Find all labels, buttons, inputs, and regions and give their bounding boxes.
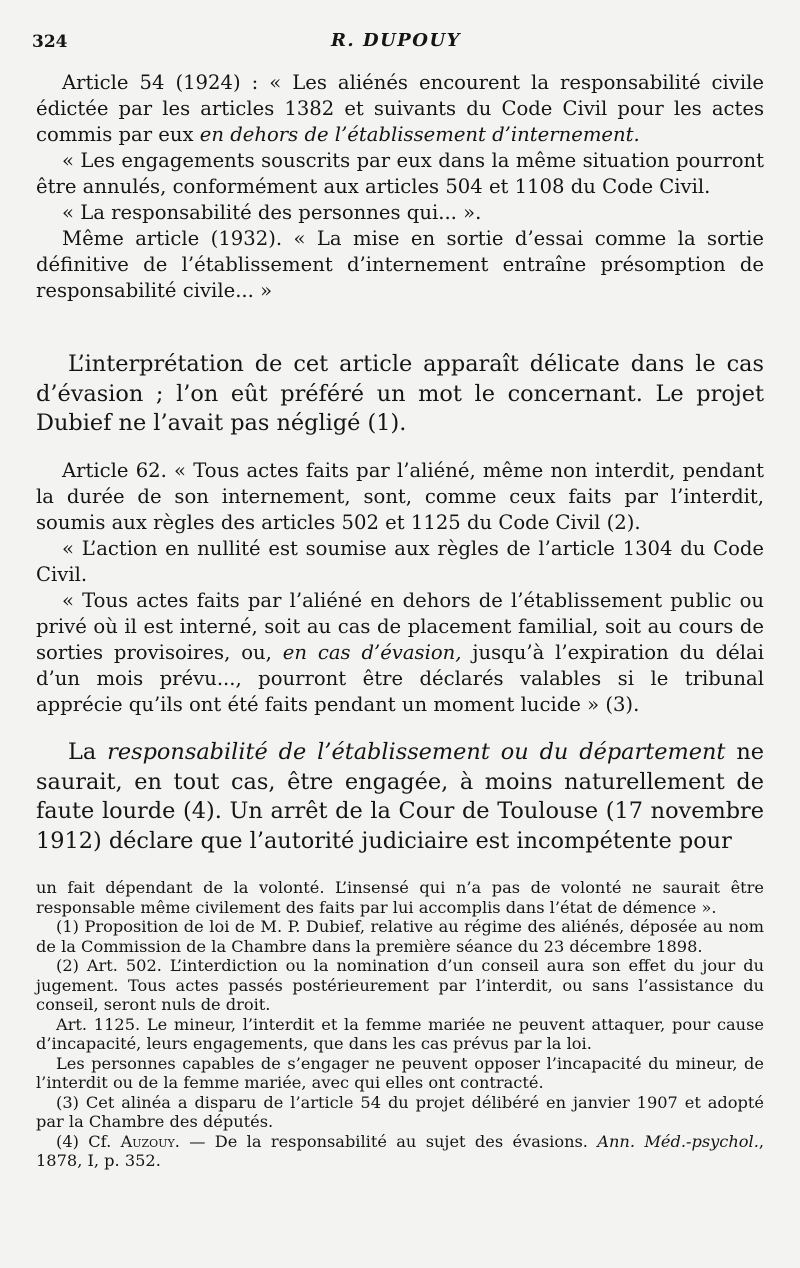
paragraph: Même article (1932). « La mise en sortie d’essai comme la sortie définitive de l’établissement d’internement entraîne présomption de responsabilité civile... »: [36, 227, 764, 302]
italic-text: responsabilité de l’établissement ou du département: [107, 739, 726, 765]
page-header: [32, 26, 760, 56]
running-head: R. DUPOUY: [330, 30, 462, 51]
footnote-2-art-1125: Art. 1125. Le mineur, l’interdit et la femme mariée ne peuvent attaquer, pour cause d’incapacité, leurs engagements, que dans les cas prévus par la loi.: [36, 1014, 764, 1053]
quoted-article-54: [36, 70, 764, 304]
paragraph: « La responsabilité des personnes qui... ».: [62, 201, 482, 224]
text: (4) Cf.: [56, 1131, 121, 1151]
text: jusqu’à l’expiration du délai d’un mois prévu..., pourront être déclarés valables si le tribunal apprécie qu’ils ont été faits pendant un moment lucide » (3).: [36, 641, 764, 716]
footnote-continuation: un fait dépendant de la volonté. L’insensé qui n’a pas de volonté ne saurait être responsable même civilement des faits par lui accomplis dans l’état de démence ».: [36, 878, 764, 917]
italic-text: en cas d’évasion,: [282, 641, 462, 664]
author-name: Auzouy: [120, 1131, 175, 1151]
text: ne saurait, en tout cas, être engagée, à moins naturellement de faute lourde (4). Un arrêt de la Cour de Toulouse (17 novembre 1912) déclare que l’autorité judiciaire est incompétente pour: [36, 739, 764, 854]
italic-text: Ann. Méd.-psychol.: [597, 1131, 759, 1151]
main-text-responsibility: [36, 738, 764, 856]
footnotes: [36, 878, 764, 1171]
footnote-2: (2) Art. 502. L’interdiction ou la nomination d’un conseil aura son effet du jour du jugement. Tous actes passés postérieurement par l’interdit, ou sans l’assistance du conseil, seront nuls de droit.: [36, 956, 764, 1014]
text: « Tous actes faits par l’aliéné en dehors de l’établissement public ou privé où il est interné, soit au cas de placement familial, soit au cours de sorties provisoires, ou,: [36, 589, 764, 664]
paragraph: L’interprétation de cet article apparaît délicate dans le cas d’évasion ; l’on eût préféré un mot le concernant. Le projet Dubief ne l’avait pas négligé (1).: [36, 351, 764, 436]
paragraph: [36, 738, 764, 856]
text: La: [68, 739, 108, 765]
paragraph: [36, 70, 764, 148]
footnote-1: (1) Proposition de loi de M. P. Dubief, relative au régime des aliénés, déposée au nom de la Commission de la Chambre dans la première séance du 23 décembre 1898.: [36, 917, 764, 956]
page-number: 324: [32, 32, 68, 52]
paragraph: [36, 588, 764, 718]
text: Article 54 (1924) : « Les aliénés encourent la responsabilité civile édictée par les articles 1382 et suivants du Code Civil pour les actes commis par eux: [36, 71, 764, 146]
paragraph: « Les engagements souscrits par eux dans la même situation pourront être annulés, conformément aux articles 504 et 1108 du Code Civil.: [36, 149, 764, 198]
paragraph: « L’action en nullité est soumise aux règles de l’article 1304 du Code Civil.: [36, 537, 764, 586]
text: . — De la responsabilité au sujet des évasions.: [174, 1131, 598, 1151]
quoted-article-62: [36, 458, 764, 718]
footnote-2-persons: Les personnes capables de s’engager ne peuvent opposer l’incapacité du mineur, de l’interdit ou de la femme mariée, avec qui elles ont contracté.: [36, 1053, 764, 1092]
footnote-4: [36, 1132, 764, 1171]
footnote-3: (3) Cet alinéa a disparu de l’article 54 du projet délibéré en janvier 1907 et adopté par la Chambre des députés.: [36, 1092, 764, 1131]
text: , 1878, I, p. 352.: [36, 1131, 764, 1170]
italic-text: en dehors de l’établissement d’internement.: [199, 123, 640, 146]
main-text-interpretation: [36, 350, 764, 439]
paragraph: Article 62. « Tous actes faits par l’aliéné, même non interdit, pendant la durée de son internement, sont, comme ceux faits par l’interdit, soumis aux règles des articles 502 et 1125 du Code Civil (2).: [36, 459, 764, 534]
